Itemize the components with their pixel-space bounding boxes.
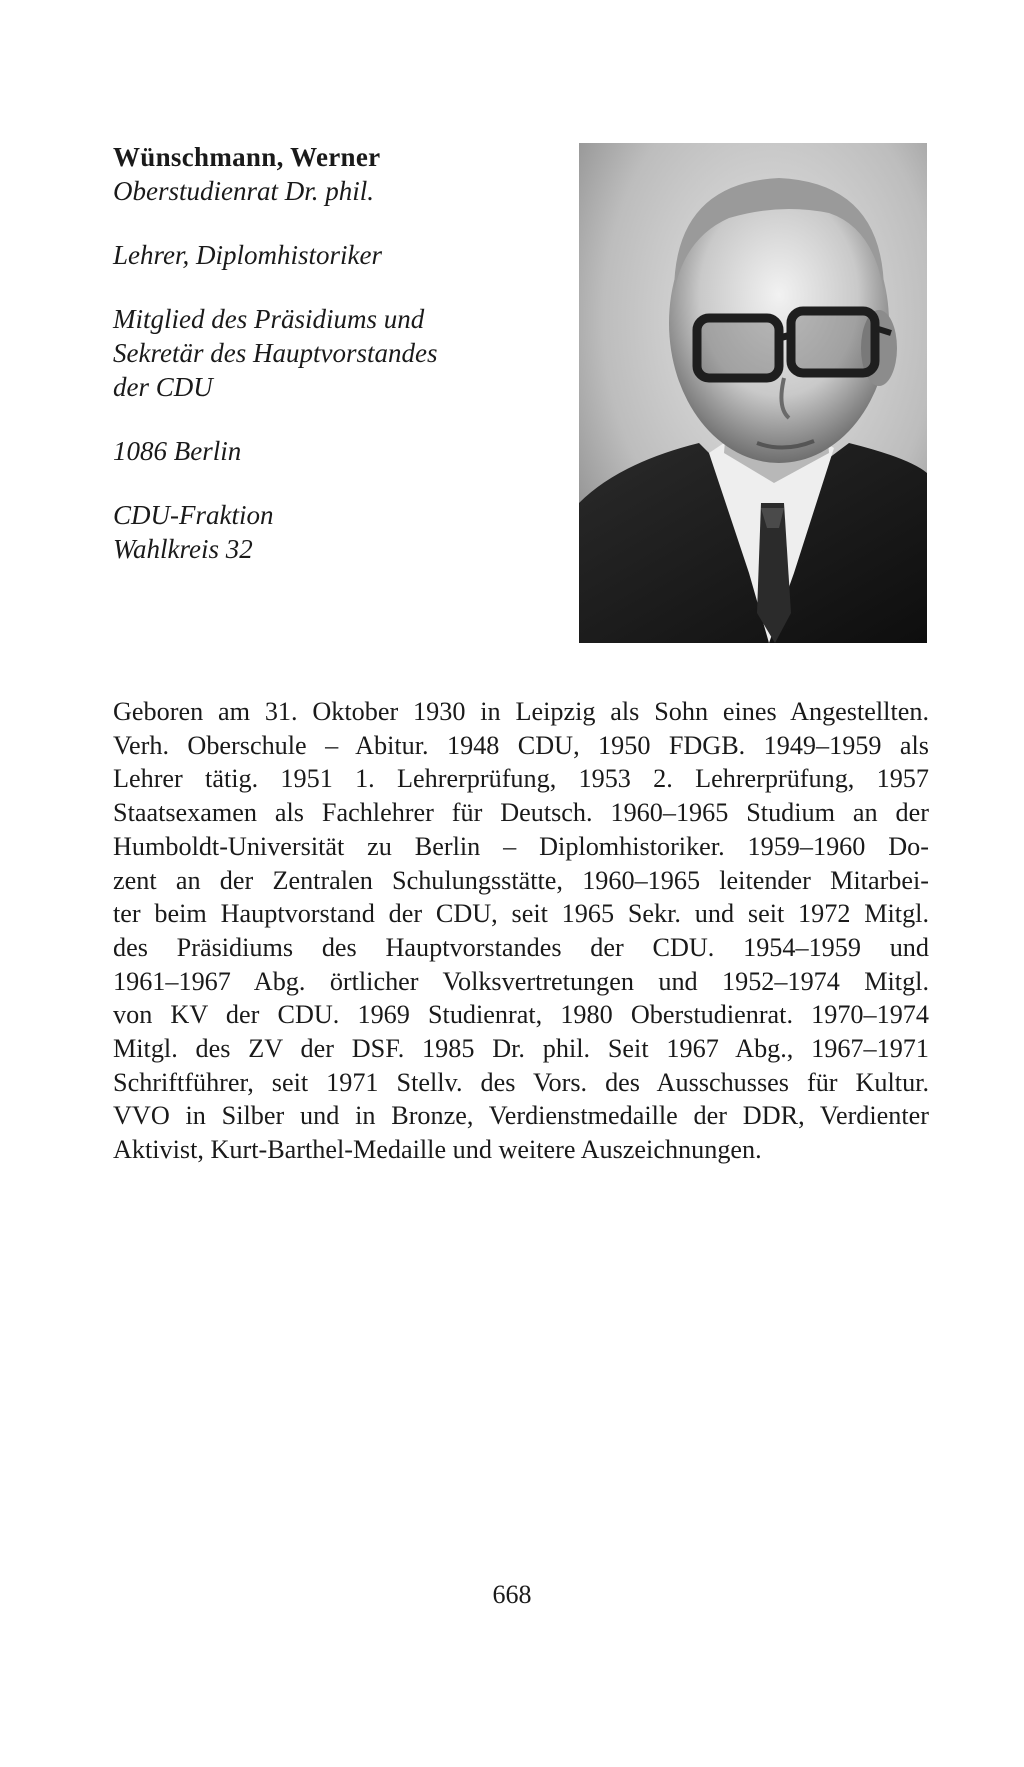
biography-line: 1961–1967 Abg. örtlicher Volksvertretungen und 1952–1974 Mitgl. [113, 966, 929, 996]
entry-header [113, 140, 553, 566]
person-location: 1086 Berlin [113, 436, 242, 466]
person-function-line: der CDU [113, 372, 213, 402]
person-title: Oberstudienrat Dr. phil. [113, 176, 375, 206]
person-function-line: Mitglied des Präsidiums und [113, 304, 425, 334]
page-number: 668 [492, 1580, 532, 1609]
biography-line: Schriftführer, seit 1971 Stellv. des Vors. des Ausschusses für Kultur. [113, 1067, 929, 1097]
person-profession: Lehrer, Diplomhistoriker [113, 240, 382, 270]
person-function-line: Sekretär des Hauptvorstandes [113, 338, 438, 368]
biography-line: von KV der CDU. 1969 Studienrat, 1980 Oberstudienrat. 1970–1974 [113, 1000, 929, 1030]
biography-line: Verh. Oberschule – Abitur. 1948 CDU, 1950 FDGB. 1949–1959 als [113, 730, 929, 760]
biography-text [113, 695, 929, 1167]
biography-line: Geboren am 31. Oktober 1930 in Leipzig als Sohn eines Angestellten. [113, 697, 929, 726]
person-name: Wünschmann, Werner [113, 142, 381, 172]
person-faction: CDU-Fraktion [113, 500, 274, 530]
biography-line: zent an der Zentralen Schulungsstätte, 1960–1965 leitender Mitarbei- [113, 865, 929, 895]
biography-line: Lehrer tätig. 1951 1. Lehrerprüfung, 1953 2. Lehrerprüfung, 1957 [113, 764, 929, 794]
biography-line: des Präsidiums des Hauptvorstandes der CDU. 1954–1959 und [113, 932, 929, 962]
biography-line: Humboldt-Universität zu Berlin – Diplomhistoriker. 1959–1960 Do- [113, 831, 929, 861]
biography-line: Mitgl. des ZV der DSF. 1985 Dr. phil. Seit 1967 Abg., 1967–1971 [113, 1034, 929, 1064]
portrait-photo [579, 143, 927, 643]
biography-line: Aktivist, Kurt-Barthel-Medaille und weitere Auszeichnungen. [113, 1135, 762, 1165]
biography-line: VVO in Silber und in Bronze, Verdienstmedaille der DDR, Verdienter [113, 1101, 929, 1131]
biography-line: Staatsexamen als Fachlehrer für Deutsch. 1960–1965 Studium an der [113, 798, 929, 828]
biography-line: ter beim Hauptvorstand der CDU, seit 1965 Sekr. und seit 1972 Mitgl. [113, 899, 929, 929]
person-constituency: Wahlkreis 32 [113, 534, 253, 564]
